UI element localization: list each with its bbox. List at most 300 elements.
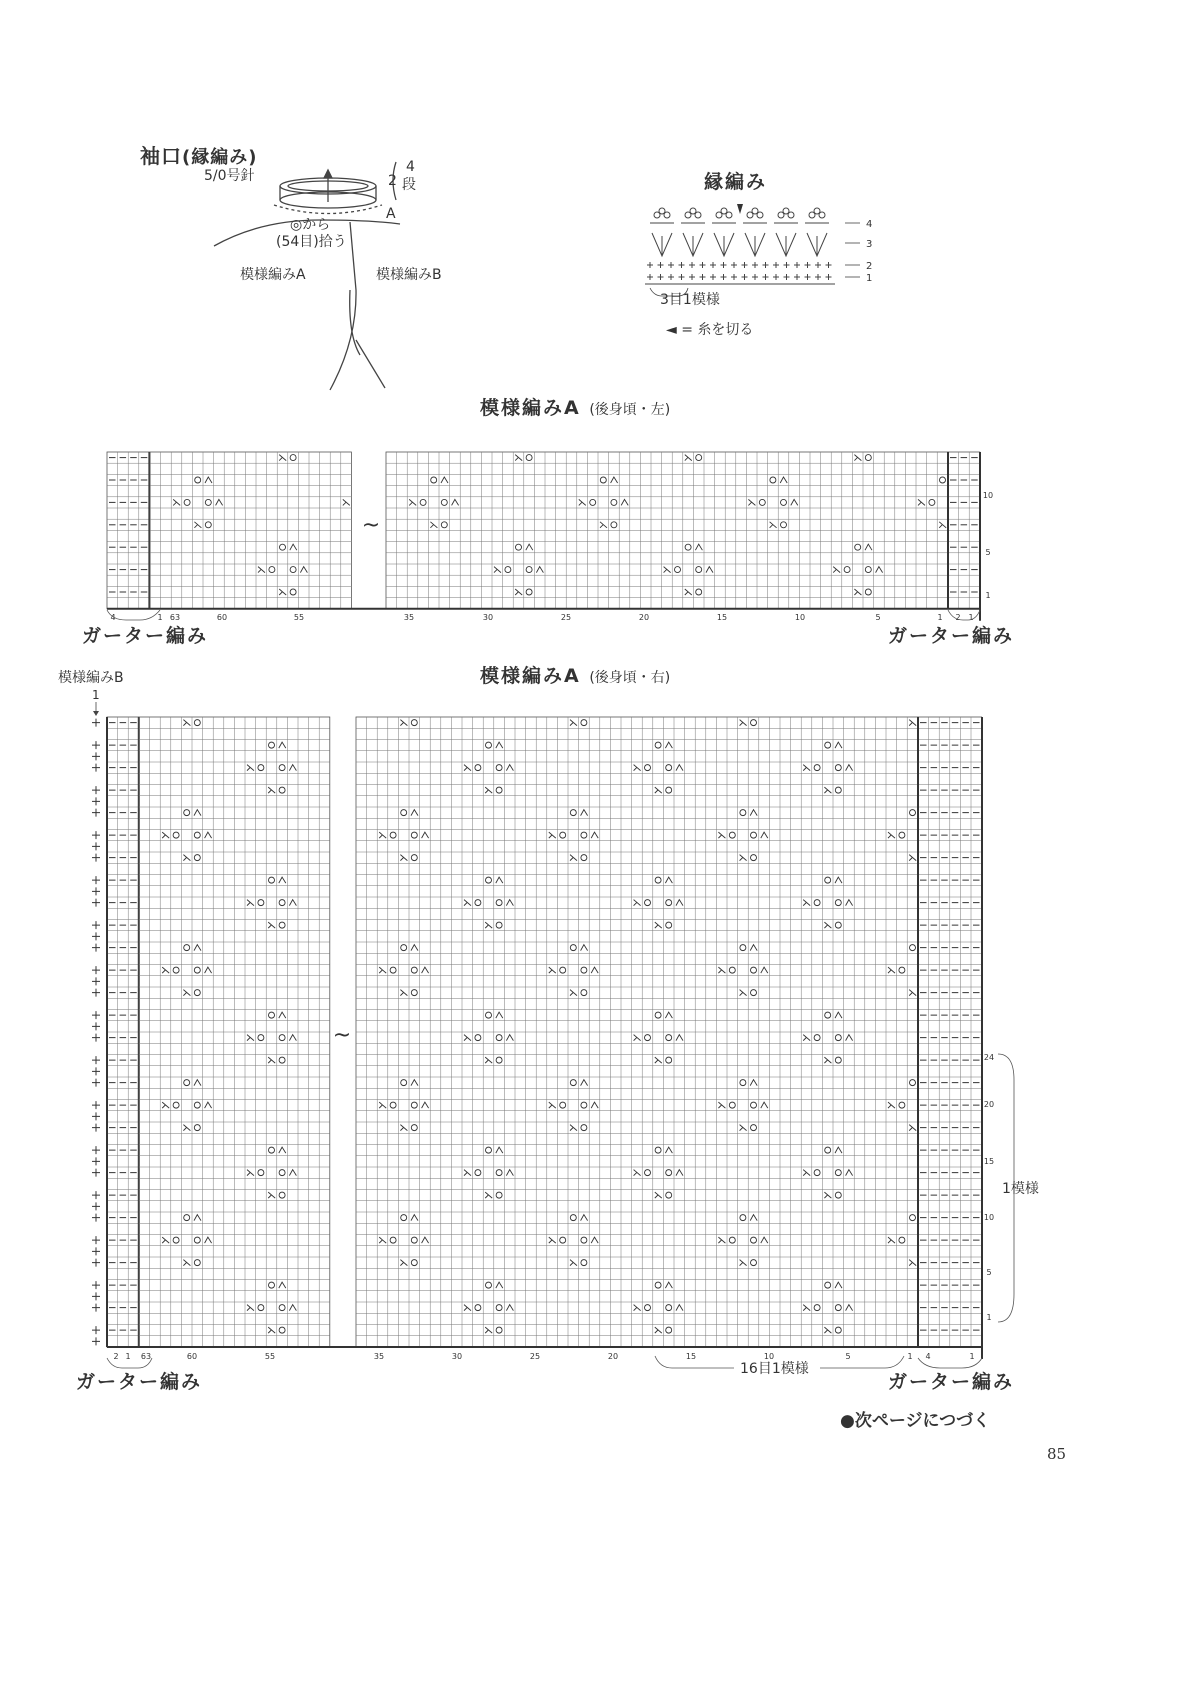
yarn-over-symbol <box>825 742 831 748</box>
decrease-symbol <box>247 765 254 771</box>
chart1-bottom-label: 2 <box>955 612 961 622</box>
chart1-bottom-label: 1 <box>937 612 943 622</box>
decrease-symbol <box>770 522 777 528</box>
decrease-symbol <box>835 877 842 883</box>
decrease-symbol <box>579 499 586 505</box>
decrease-symbol <box>409 499 416 505</box>
yarn-over-symbol <box>269 877 275 883</box>
yarn-over-symbol <box>865 455 871 461</box>
decrease-symbol <box>888 1102 895 1108</box>
decrease-symbol <box>835 1147 842 1153</box>
yarn-over-symbol <box>411 967 417 973</box>
yarn-over-symbol <box>910 1215 916 1221</box>
cuff-label-a: A <box>386 206 396 222</box>
decrease-symbol <box>279 455 286 461</box>
chart2-bottom-label: 1 <box>125 1352 131 1361</box>
decrease-symbol <box>268 1192 275 1198</box>
cuff-rows-num: 4 <box>406 159 415 175</box>
yarn-over-symbol <box>740 1215 746 1221</box>
chart2-title <box>480 667 670 686</box>
decrease-symbol <box>846 1305 853 1311</box>
decrease-symbol <box>591 1102 598 1108</box>
decrease-symbol <box>865 544 872 550</box>
edging-title: 縁編み <box>704 171 768 193</box>
pattern-b-arrowhead <box>93 711 99 716</box>
decrease-symbol <box>750 1215 757 1221</box>
decrease-symbol <box>655 1192 662 1198</box>
yarn-over-symbol <box>655 1012 661 1018</box>
decrease-symbol <box>718 832 725 838</box>
decrease-symbol <box>835 1282 842 1288</box>
yarn-over-symbol <box>666 1327 672 1333</box>
yarn-over-symbol <box>611 499 617 505</box>
yarn-over-symbol <box>390 1102 396 1108</box>
decrease-symbol <box>411 1080 418 1086</box>
decrease-symbol <box>194 1080 201 1086</box>
edging-row-label: 2 <box>866 261 873 272</box>
chart1-bottom-label: 1 <box>968 612 974 622</box>
decrease-symbol <box>570 720 577 726</box>
yarn-over-symbol <box>835 922 841 928</box>
chart2-break-mark: ~ <box>332 1023 352 1048</box>
yarn-over-symbol <box>401 1215 407 1221</box>
decrease-symbol <box>183 1125 190 1131</box>
chart1-garter-left: ガーター編み <box>82 625 209 647</box>
yarn-over-symbol <box>581 1237 587 1243</box>
decrease-symbol <box>824 1327 831 1333</box>
yarn-over-symbol <box>390 967 396 973</box>
yarn-over-symbol <box>560 1237 566 1243</box>
yarn-over-symbol <box>269 1282 275 1288</box>
yarn-over-symbol <box>581 1102 587 1108</box>
yarn-over-symbol <box>279 922 285 928</box>
chart1-row-label: 5 <box>985 548 991 557</box>
yarn-over-symbol <box>814 900 820 906</box>
chart2-title-main: 模様編みA <box>480 665 581 687</box>
decrease-symbol <box>400 1260 407 1266</box>
yarn-over-symbol <box>184 945 190 951</box>
edging-cut-legend: ◄ = 糸を切る <box>666 322 754 338</box>
decrease-symbol <box>549 1102 556 1108</box>
yarn-over-symbol <box>685 544 691 550</box>
decrease-symbol <box>876 567 883 573</box>
decrease-symbol <box>279 1147 286 1153</box>
chart1-bottom-label: 35 <box>403 612 415 622</box>
decrease-symbol <box>824 1057 831 1063</box>
decrease-symbol <box>718 1237 725 1243</box>
yarn-over-symbol <box>279 787 285 793</box>
chart1-bottom-label: 4 <box>110 612 116 622</box>
decrease-symbol <box>780 477 787 483</box>
decrease-symbol <box>665 742 672 748</box>
decrease-symbol <box>289 765 296 771</box>
yarn-over-symbol <box>496 1327 502 1333</box>
yarn-over-symbol <box>486 742 492 748</box>
yarn-over-symbol <box>600 477 606 483</box>
decrease-symbol <box>888 1237 895 1243</box>
decrease-symbol <box>183 990 190 996</box>
yarn-over-symbol <box>740 810 746 816</box>
decrease-symbol <box>761 967 768 973</box>
yarn-over-symbol <box>581 855 587 861</box>
decrease-symbol <box>750 945 757 951</box>
yarn-over-symbol <box>751 967 757 973</box>
yarn-over-symbol <box>910 1080 916 1086</box>
decrease-symbol <box>939 522 946 528</box>
yarn-over-symbol <box>740 1080 746 1086</box>
decrease-symbol <box>279 589 286 595</box>
decrease-symbol <box>422 1237 429 1243</box>
decrease-symbol <box>268 787 275 793</box>
decrease-symbol <box>570 1260 577 1266</box>
yarn-over-symbol <box>666 1035 672 1041</box>
chart1-bottom-label: 10 <box>794 612 806 622</box>
yarn-over-symbol <box>910 810 916 816</box>
decrease-symbol <box>909 990 916 996</box>
yarn-over-symbol <box>835 1327 841 1333</box>
yarn-over-symbol <box>581 1125 587 1131</box>
yarn-over-symbol <box>441 499 447 505</box>
decrease-symbol <box>846 900 853 906</box>
yarn-over-symbol <box>751 990 757 996</box>
yarn-over-symbol <box>666 900 672 906</box>
yarn-over-symbol <box>751 832 757 838</box>
chart2-row-label: 15 <box>983 1157 995 1166</box>
chart2-bottom-label: 15 <box>685 1352 697 1361</box>
yarn-over-symbol <box>269 1012 275 1018</box>
yarn-over-symbol <box>855 544 861 550</box>
yarn-over-symbol <box>486 1147 492 1153</box>
decrease-symbol <box>183 855 190 861</box>
yarn-over-symbol <box>759 499 765 505</box>
decrease-symbol <box>581 1215 588 1221</box>
yarn-over-symbol <box>655 742 661 748</box>
decrease-symbol <box>216 499 223 505</box>
yarn-over-symbol <box>666 922 672 928</box>
chart1-bottom-label: 1 <box>157 612 163 622</box>
chart2-bottom-label: 1 <box>969 1352 975 1361</box>
decrease-symbol <box>506 765 513 771</box>
continue-note: ●次ページにつづく <box>840 1411 991 1431</box>
yarn-over-symbol <box>666 1170 672 1176</box>
yarn-over-symbol <box>696 455 702 461</box>
yarn-over-symbol <box>675 567 681 573</box>
yarn-over-symbol <box>173 832 179 838</box>
yarn-over-symbol <box>645 1305 651 1311</box>
decrease-symbol <box>803 1035 810 1041</box>
decrease-symbol <box>600 522 607 528</box>
decrease-symbol <box>205 477 212 483</box>
decrease-symbol <box>506 1305 513 1311</box>
yarn-over-symbol <box>486 877 492 883</box>
decrease-symbol <box>400 855 407 861</box>
yarn-over-symbol <box>570 945 576 951</box>
yarn-over-symbol <box>814 1170 820 1176</box>
decrease-symbol <box>549 832 556 838</box>
yarn-over-symbol <box>835 1305 841 1311</box>
yarn-over-symbol <box>184 499 190 505</box>
decrease-symbol <box>247 1035 254 1041</box>
yarn-over-symbol <box>751 1102 757 1108</box>
decrease-symbol <box>750 810 757 816</box>
decrease-symbol <box>289 1035 296 1041</box>
decrease-symbol <box>750 1080 757 1086</box>
decrease-symbol <box>665 1012 672 1018</box>
yarn-over-symbol <box>279 1035 285 1041</box>
decrease-symbol <box>247 1305 254 1311</box>
decrease-symbol <box>740 990 747 996</box>
decrease-symbol <box>526 544 533 550</box>
decrease-symbol <box>162 832 169 838</box>
decrease-symbol <box>279 877 286 883</box>
page-number: 85 <box>1047 1445 1067 1463</box>
decrease-symbol <box>247 900 254 906</box>
decrease-symbol <box>515 455 522 461</box>
yarn-over-symbol <box>290 567 296 573</box>
decrease-symbol <box>909 855 916 861</box>
yarn-over-symbol <box>581 1260 587 1266</box>
yarn-over-symbol <box>865 589 871 595</box>
chart1-bottom-label: 63 <box>169 612 181 622</box>
yarn-over-symbol <box>899 1102 905 1108</box>
decrease-symbol <box>289 1305 296 1311</box>
yarn-over-symbol <box>411 1237 417 1243</box>
decrease-symbol <box>279 742 286 748</box>
yarn-over-symbol <box>205 499 211 505</box>
yarn-over-symbol <box>590 499 596 505</box>
yarn-over-symbol <box>865 567 871 573</box>
yarn-over-symbol <box>195 477 201 483</box>
cuff-from: ◎から <box>290 217 331 233</box>
yarn-over-symbol <box>835 1192 841 1198</box>
decrease-symbol <box>183 1260 190 1266</box>
decrease-symbol <box>634 1035 641 1041</box>
cuff-pattern-b: 模様編みB <box>376 267 442 283</box>
yarn-over-symbol <box>475 765 481 771</box>
yarn-over-symbol <box>729 967 735 973</box>
yarn-over-symbol <box>279 1170 285 1176</box>
decrease-symbol <box>634 1170 641 1176</box>
decrease-symbol <box>496 742 503 748</box>
yarn-over-symbol <box>205 522 211 528</box>
decrease-symbol <box>655 787 662 793</box>
chart2-bottom-label: 5 <box>845 1352 851 1361</box>
decrease-symbol <box>464 900 471 906</box>
decrease-symbol <box>740 1125 747 1131</box>
decrease-symbol <box>846 1035 853 1041</box>
cuff-title-paren: (縁編み) <box>182 147 258 168</box>
decrease-symbol <box>464 765 471 771</box>
yarn-over-symbol <box>611 522 617 528</box>
decrease-symbol <box>581 945 588 951</box>
chart2-bottom-label: 1 <box>907 1352 913 1361</box>
yarn-over-symbol <box>645 1170 651 1176</box>
decrease-symbol <box>268 922 275 928</box>
decrease-symbol <box>888 832 895 838</box>
chart2-row-label: 5 <box>986 1268 992 1277</box>
decrease-symbol <box>581 810 588 816</box>
cuff-two: 2 <box>388 173 397 189</box>
yarn-over-symbol <box>655 877 661 883</box>
yarn-over-symbol <box>835 1057 841 1063</box>
yarn-over-symbol <box>729 832 735 838</box>
yarn-over-symbol <box>194 720 200 726</box>
decrease-symbol <box>854 589 861 595</box>
chart2-bottom-label: 4 <box>925 1352 931 1361</box>
decrease-symbol <box>909 720 916 726</box>
yarn-over-symbol <box>496 1035 502 1041</box>
decrease-symbol <box>247 1170 254 1176</box>
cuff-title-main: 袖口 <box>140 144 182 168</box>
decrease-symbol <box>621 499 628 505</box>
yarn-over-symbol <box>401 1080 407 1086</box>
yarn-over-symbol <box>770 477 776 483</box>
yarn-over-symbol <box>814 1035 820 1041</box>
decrease-symbol <box>740 855 747 861</box>
yarn-over-symbol <box>655 1282 661 1288</box>
yarn-over-symbol <box>411 990 417 996</box>
chart1-bottom-label: 25 <box>560 612 572 622</box>
chart1-subtitle: (後身頃・左) <box>589 402 671 418</box>
decrease-symbol <box>485 1057 492 1063</box>
yarn-over-symbol <box>194 855 200 861</box>
yarn-over-symbol <box>258 765 264 771</box>
decrease-symbol <box>791 499 798 505</box>
yarn-over-symbol <box>194 832 200 838</box>
decrease-symbol <box>379 832 386 838</box>
yarn-over-symbol <box>279 900 285 906</box>
decrease-symbol <box>803 900 810 906</box>
yarn-over-symbol <box>751 720 757 726</box>
yarn-over-symbol <box>475 1305 481 1311</box>
yarn-over-symbol <box>751 1237 757 1243</box>
yarn-over-symbol <box>940 477 946 483</box>
chart1-row-label: 10 <box>982 491 994 500</box>
yarn-over-symbol <box>411 1260 417 1266</box>
chart2-garter-right: ガーター編み <box>888 1371 1015 1393</box>
yarn-over-symbol <box>258 900 264 906</box>
decrease-symbol <box>343 499 350 505</box>
decrease-symbol <box>485 922 492 928</box>
chart2-bottom-label: 60 <box>186 1352 198 1361</box>
decrease-symbol <box>268 1057 275 1063</box>
yarn-over-symbol <box>496 900 502 906</box>
decrease-symbol <box>835 1012 842 1018</box>
decrease-symbol <box>258 567 265 573</box>
decrease-symbol <box>664 567 671 573</box>
yarn-over-symbol <box>390 1237 396 1243</box>
yarn-over-symbol <box>899 967 905 973</box>
yarn-over-symbol <box>258 1035 264 1041</box>
yarn-over-symbol <box>825 877 831 883</box>
yarn-over-symbol <box>899 832 905 838</box>
decrease-symbol <box>835 742 842 748</box>
decrease-symbol <box>300 567 307 573</box>
decrease-symbol <box>279 1282 286 1288</box>
yarn-over-symbol <box>929 499 935 505</box>
yarn-over-symbol <box>729 1237 735 1243</box>
yarn-over-symbol <box>899 1237 905 1243</box>
yarn-over-symbol <box>814 765 820 771</box>
yarn-over-symbol <box>835 1035 841 1041</box>
decrease-symbol <box>279 1012 286 1018</box>
chart1-break-mark: ~ <box>361 513 381 538</box>
yarn-over-symbol <box>411 1125 417 1131</box>
chart2-row-label: 24 <box>983 1053 995 1062</box>
decrease-symbol <box>515 589 522 595</box>
decrease-symbol <box>485 1327 492 1333</box>
yarn-over-symbol <box>645 900 651 906</box>
decrease-symbol <box>194 810 201 816</box>
yarn-over-symbol <box>486 1012 492 1018</box>
decrease-symbol <box>846 765 853 771</box>
decrease-symbol <box>162 1102 169 1108</box>
decrease-symbol <box>289 1170 296 1176</box>
decrease-symbol <box>748 499 755 505</box>
yarn-over-symbol <box>655 1147 661 1153</box>
yarn-over-symbol <box>194 1102 200 1108</box>
decrease-symbol <box>464 1305 471 1311</box>
decrease-symbol <box>718 967 725 973</box>
chart2 <box>92 702 1014 1368</box>
yarn-over-symbol <box>279 1057 285 1063</box>
decrease-symbol <box>909 1260 916 1266</box>
yarn-over-symbol <box>729 1102 735 1108</box>
yarn-over-symbol <box>496 1170 502 1176</box>
decrease-symbol <box>422 1102 429 1108</box>
yarn-over-symbol <box>581 832 587 838</box>
yarn-over-symbol <box>570 1215 576 1221</box>
decrease-symbol <box>695 544 702 550</box>
yarn-over-symbol <box>194 967 200 973</box>
chart2-repeat-sts: 16目1模様 <box>740 1361 809 1377</box>
yarn-over-symbol <box>696 567 702 573</box>
decrease-symbol <box>570 855 577 861</box>
yarn-over-symbol <box>401 810 407 816</box>
yarn-over-symbol <box>781 499 787 505</box>
chart2-pattern-b-label: 模様編みB <box>58 670 124 686</box>
yarn-over-symbol <box>401 945 407 951</box>
decrease-symbol <box>162 1237 169 1243</box>
yarn-over-symbol <box>751 855 757 861</box>
yarn-over-symbol <box>526 567 532 573</box>
decrease-symbol <box>173 499 180 505</box>
decrease-symbol <box>824 787 831 793</box>
decrease-symbol <box>634 1305 641 1311</box>
decrease-symbol <box>430 522 437 528</box>
chart1-title-main: 模様編みA <box>480 397 581 419</box>
decrease-symbol <box>824 1192 831 1198</box>
decrease-symbol <box>496 877 503 883</box>
decrease-symbol <box>570 990 577 996</box>
yarn-over-symbol <box>173 967 179 973</box>
chart2-bottom-label: 20 <box>607 1352 619 1361</box>
yarn-over-symbol <box>496 1192 502 1198</box>
chart1-bottom-label: 30 <box>482 612 494 622</box>
yarn-over-symbol <box>581 720 587 726</box>
decrease-symbol <box>918 499 925 505</box>
yarn-over-symbol <box>411 855 417 861</box>
chart1-bottom-label: 55 <box>293 612 305 622</box>
decrease-symbol <box>740 720 747 726</box>
chart2-bottom-label: 55 <box>264 1352 276 1361</box>
decrease-symbol <box>506 900 513 906</box>
yarn-over-symbol <box>475 1170 481 1176</box>
decrease-symbol <box>183 720 190 726</box>
yarn-over-symbol <box>279 1192 285 1198</box>
yarn-over-symbol <box>570 1080 576 1086</box>
yarn-over-symbol <box>505 567 511 573</box>
